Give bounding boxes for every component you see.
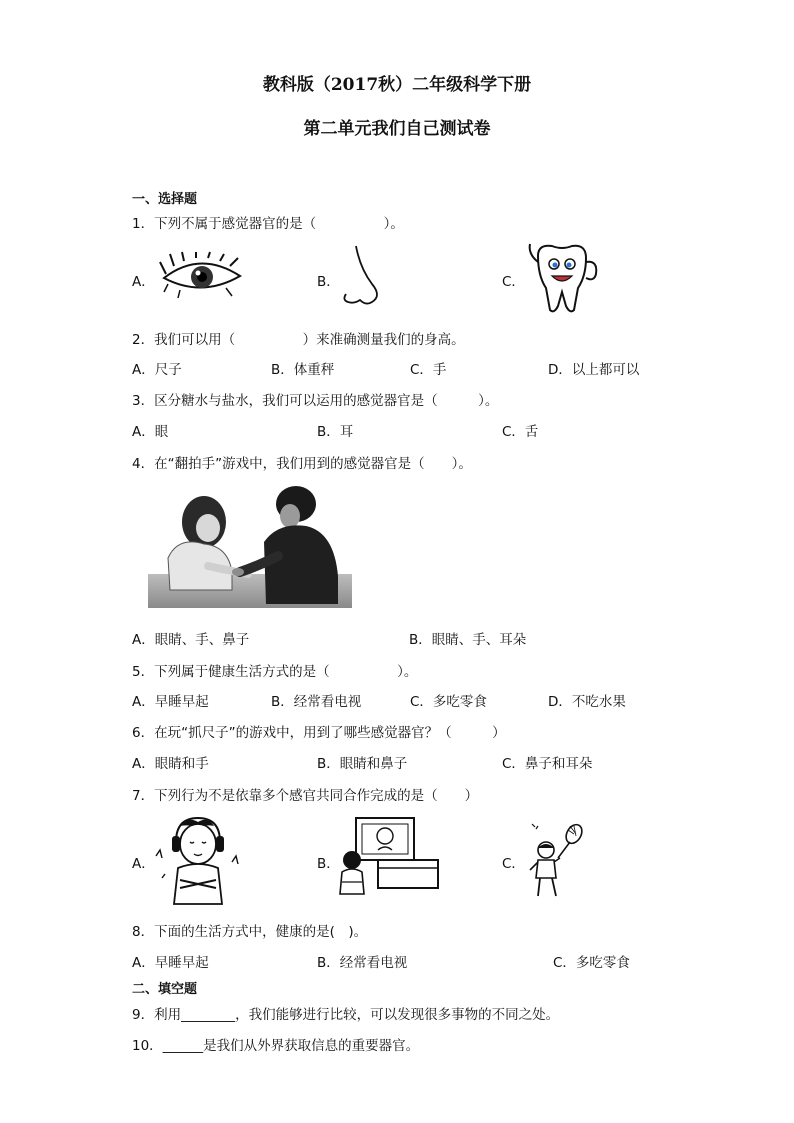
eye-icon [160, 252, 244, 304]
question-3-option-c: C．舌 [502, 424, 539, 440]
question-2-option-b: B．体重秤 [271, 362, 335, 378]
girl-badminton-icon [524, 820, 582, 900]
question-7-option-c: C． [502, 856, 525, 872]
question-4-option-a: A．眼睛、手、鼻子 [132, 632, 250, 648]
question-7-option-b: B． [317, 856, 340, 872]
section-choice-heading: 一、选择题 [132, 192, 198, 207]
question-8-option-b: B．经常看电视 [317, 955, 408, 971]
question-5-option-d: D．不吃水果 [548, 694, 626, 710]
question-2-option-a: A．尺子 [132, 362, 182, 378]
page-subtitle: 第二单元我们自己测试卷 [303, 119, 491, 139]
question-1-stem: 1．下列不属于感觉器官的是（ ）。 [132, 216, 404, 232]
children-clapping-photo [148, 486, 352, 608]
question-9-stem: 9．利用________，我们能够进行比较，可以发现很多事物的不同之处。 [132, 1007, 560, 1023]
question-6-option-a: A．眼睛和手 [132, 756, 209, 772]
tooth-icon [524, 240, 602, 314]
question-1-option-a: A． [132, 274, 155, 290]
question-6-option-c: C．鼻子和耳朵 [502, 756, 593, 772]
question-1-option-b: B． [317, 274, 340, 290]
question-4-option-b: B．眼睛、手、耳朵 [409, 632, 527, 648]
question-6-stem: 6．在玩“抓尺子”的游戏中，用到了哪些感觉器官？（ ） [132, 725, 506, 741]
question-8-option-c: C．多吃零食 [553, 955, 630, 971]
question-8-stem: 8．下面的生活方式中，健康的是( )。 [132, 924, 368, 940]
child-watching-tv-icon [338, 816, 444, 898]
question-2-stem: 2．我们可以用（ ）来准确测量我们的身高。 [132, 332, 465, 348]
question-4-stem: 4．在“翻拍手”游戏中，我们用到的感觉器官是（ ）。 [132, 456, 472, 472]
question-8-option-a: A．早睡早起 [132, 955, 209, 971]
section-fill-heading: 二、填空题 [132, 982, 198, 997]
question-7-option-a: A． [132, 856, 155, 872]
question-3-stem: 3．区分糖水与盐水，我们可以运用的感觉器官是（ ）。 [132, 393, 499, 409]
question-5-option-c: C．多吃零食 [410, 694, 487, 710]
question-3-option-b: B．耳 [317, 424, 354, 440]
question-1-option-c: C． [502, 274, 525, 290]
question-2-option-d: D．以上都可以 [548, 362, 640, 378]
question-2-option-c: C．手 [410, 362, 447, 378]
question-5-option-b: B．经常看电视 [271, 694, 362, 710]
question-5-stem: 5．下列属于健康生活方式的是（ ）。 [132, 664, 418, 680]
question-5-option-a: A．早睡早起 [132, 694, 209, 710]
nose-icon [336, 244, 386, 308]
question-10-stem: 10．______是我们从外界获取信息的重要器官。 [132, 1038, 420, 1054]
question-3-option-a: A．眼 [132, 424, 169, 440]
page-title: 教科版（2017秋）二年级科学下册 [262, 75, 532, 95]
question-7-stem: 7．下列行为不是依靠多个感官共同合作完成的是（ ） [132, 788, 479, 804]
question-6-option-b: B．眼睛和鼻子 [317, 756, 408, 772]
boy-headphones-icon [152, 814, 242, 906]
